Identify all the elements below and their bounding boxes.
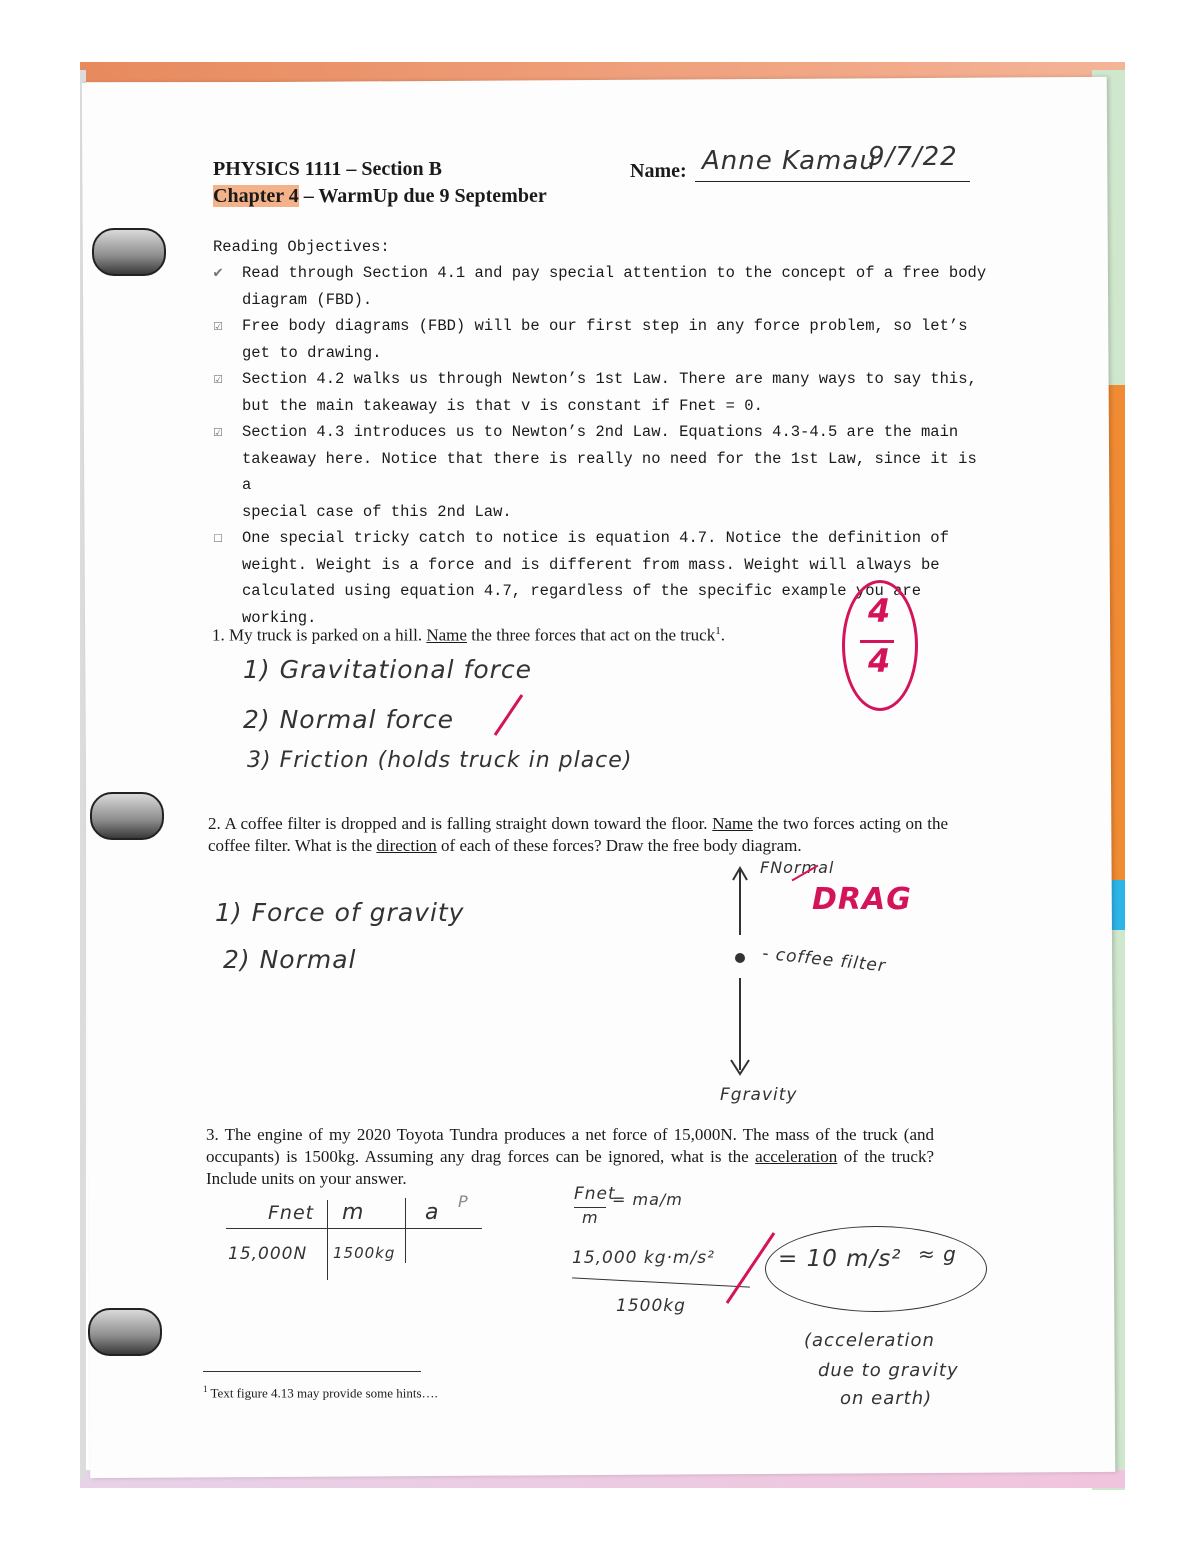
reading-objectives-list <box>212 260 992 631</box>
question-1-answer-3: 3) Friction (holds truck in place) <box>247 748 633 773</box>
course-title: PHYSICS 1111 – Section B <box>213 158 442 180</box>
objective-text: working. <box>242 608 317 627</box>
work-denominator: 1500kg <box>616 1296 686 1316</box>
score-denominator: 4 <box>868 642 892 680</box>
fbd-down-label: Fgravity <box>720 1085 798 1105</box>
grader-check-mark <box>490 690 530 740</box>
fma-value-m: 1500kg <box>333 1244 396 1262</box>
binder-ring-middle <box>90 792 164 840</box>
formula-numerator: Fnet <box>574 1184 616 1204</box>
fbd-object-label: - coffee filter <box>761 943 887 977</box>
answer-note-g: ≈ g <box>918 1242 957 1266</box>
name-line <box>695 181 970 182</box>
formula-denominator: m <box>582 1208 599 1227</box>
question-1-prompt: 1. My truck is parked on a hill. Name the three forces that act on the truck$^1$. <box>212 625 725 645</box>
objective-item <box>212 366 992 419</box>
fma-value-fnet: 15,000N <box>228 1244 308 1264</box>
grader-mark-p: P <box>458 1192 469 1211</box>
fma-table-divider-1 <box>327 1200 328 1280</box>
checkmark-icon[interactable]: ✔ <box>213 264 223 282</box>
objective-text: Free body diagrams (FBD) will be our first step in any force problem, so let’s <box>242 317 968 335</box>
objective-text: takeaway here. Notice that there is really no need for the 1st Law, since it is a <box>241 449 977 494</box>
fbd-object-dot <box>735 953 745 963</box>
note-line-3: on earth) <box>840 1388 933 1409</box>
objective-text: Section 4.3 introduces us to Newton’s 2nd Law. Equations 4.3-4.5 are the main <box>241 423 959 441</box>
checkbox-icon[interactable]: ☑ <box>213 370 223 388</box>
objective-text: Read through Section 4.1 and pay special attention to the concept of a free body <box>242 264 987 282</box>
objective-item <box>212 260 992 313</box>
fma-header-fnet: Fnet <box>268 1202 315 1224</box>
work-numerator: 15,000 kg·m/s² <box>572 1248 715 1268</box>
checkbox-icon[interactable]: ☑ <box>213 317 223 335</box>
chapter-highlight: Chapter 4 <box>213 185 299 207</box>
formula-rhs: = ma/m <box>612 1190 683 1209</box>
checkbox-icon[interactable]: ☐ <box>213 529 223 547</box>
question-3-prompt: 3. The engine of my 2020 Toyota Tundra produces a net force of 15,000N. The mass of the truck (and occupants) is 1500kg. Assuming any drag forces can be ignored, what is the acceleration of the truck? Include units on your answer. <box>206 1125 934 1188</box>
fma-table-rule <box>226 1228 482 1229</box>
fma-header-a: a <box>425 1200 440 1225</box>
checkbox-icon[interactable]: ☑ <box>213 423 223 441</box>
binder-ring-top <box>92 228 166 276</box>
objective-item <box>212 419 992 525</box>
chapter-line <box>213 185 547 208</box>
chapter-rest: – WarmUp due 9 September <box>298 185 547 207</box>
objective-text: special case of this 2nd Law. <box>241 502 512 521</box>
objective-text: but the main takeaway is that v is constant if Fnet = 0. <box>242 396 763 415</box>
objective-text: diagram (FBD). <box>242 290 373 309</box>
student-name: Anne Kamau <box>702 146 877 176</box>
fbd-up-label: FNormal <box>760 858 835 877</box>
objective-text: One special tricky catch to notice is equation 4.7. Notice the definition of <box>242 529 949 547</box>
answer-result: = 10 m/s² <box>778 1246 902 1272</box>
free-body-diagram <box>720 860 760 1090</box>
objective-text: Section 4.2 walks us through Newton’s 1st Law. There are many ways to say this, <box>242 370 977 388</box>
footnote: $^1$ Text figure 4.13 may provide some hints…. <box>203 1384 438 1401</box>
name-label: Name: <box>630 160 687 182</box>
objective-item <box>212 313 992 366</box>
score-numerator: 4 <box>868 592 892 630</box>
question-2-prompt: 2. A coffee filter is dropped and is falling straight down toward the floor. Name the two forces acting on the coffee filter. What is the direction of each of these forces? Draw the free body diagram. <box>208 814 948 855</box>
fbd-correction-drag: DRAG <box>812 882 912 917</box>
objective-text: calculated using equation 4.7, regardless of the specific example you are <box>242 582 922 600</box>
question-2-answer-1: 1) Force of gravity <box>215 898 465 927</box>
note-line-2: due to gravity <box>818 1360 959 1381</box>
binder-ring-bottom <box>88 1308 162 1356</box>
reading-objectives-title: Reading Objectives: <box>213 238 390 256</box>
question-1-answer-1: 1) Gravitational force <box>243 655 533 684</box>
question-1-answer-2: 2) Normal force <box>243 705 454 734</box>
footnote-rule <box>203 1371 421 1372</box>
note-line-1: (acceleration <box>804 1330 935 1351</box>
question-2-answer-2: 2) Normal <box>223 945 357 974</box>
student-date: 9/7/22 <box>868 142 958 172</box>
objective-text: weight. Weight is a force and is different from mass. Weight will always be <box>242 555 940 574</box>
objective-text: get to drawing. <box>242 343 382 362</box>
fma-header-m: m <box>342 1200 365 1225</box>
fma-table-divider-2 <box>405 1198 406 1263</box>
